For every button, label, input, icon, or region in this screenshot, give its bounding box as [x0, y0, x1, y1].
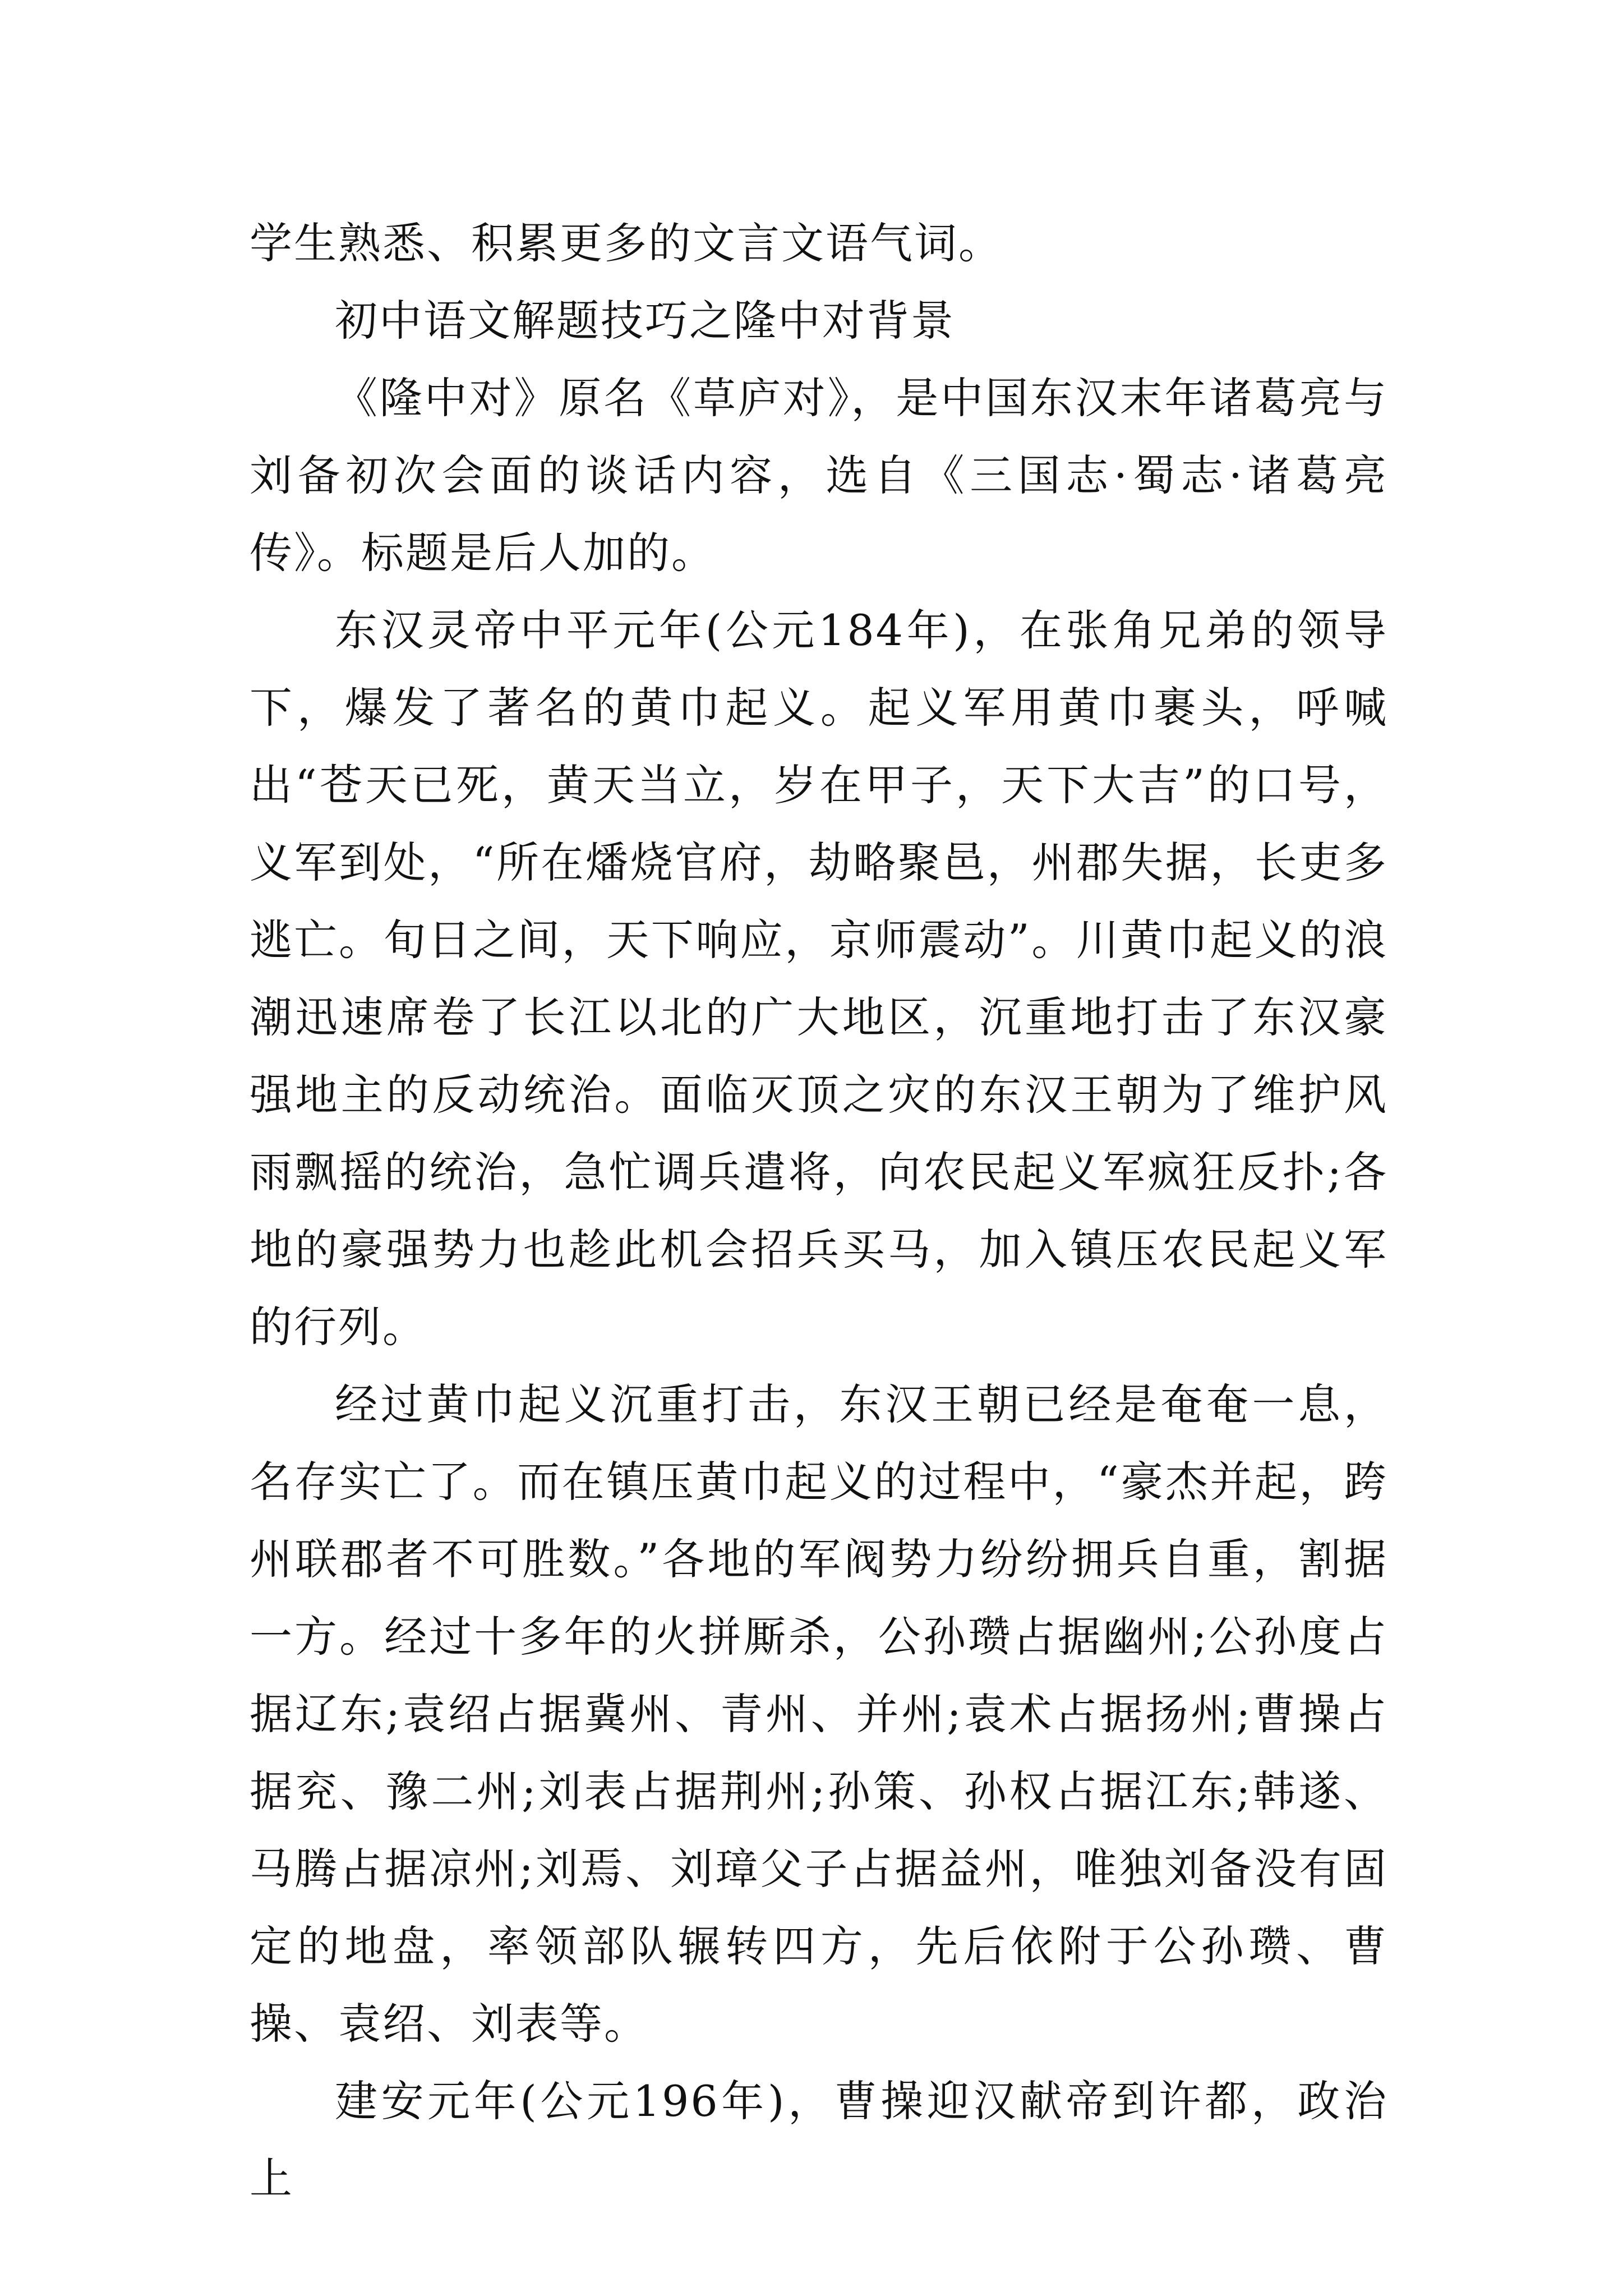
section-heading: 初中语文解题技巧之隆中对背景: [335, 296, 955, 346]
paragraph-jian-an: 建安元年(公元196年)，曹操迎汉献帝到许都，政治上: [250, 2076, 1388, 2203]
paragraph-continuation: 学生熟悉、积累更多的文言文语气词。: [250, 218, 1003, 268]
paragraph-yellow-turban: 东汉灵帝中平元年(公元184年)，在张角兄弟的领导下，爆发了著名的黄巾起义。起义军用黄巾裹头，呼喊出“苍天已死，黄天当立，岁在甲子，天下大吉”的口号，义军到处，“所在燔烧官府，劫略聚邑，州郡失据，长吏多逃亡。旬日之间，天下响应，京师震动”。川黄巾起义的浪潮迅速席卷了长江以北的广大地区，沉重地打击了东汉豪强地主的反动统治。面临灭顶之灾的东汉王朝为了维护风雨飘摇的统治，急忙调兵遣将，向农民起义军疯狂反扑;各地的豪强势力也趁此机会招兵买马，加入镇压农民起义军的行列。: [250, 605, 1388, 1352]
paragraph-intro: 《隆中对》原名《草庐对》，是中国东汉末年诸葛亮与刘备初次会面的谈话内容，选自《三国志·蜀志·诸葛亮传》。标题是后人加的。: [250, 373, 1388, 578]
paragraph-warlords: 经过黄巾起义沉重打击，东汉王朝已经是奄奄一息，名存实亡了。而在镇压黄巾起义的过程中，“豪杰并起，跨州联郡者不可胜数。”各地的军阀势力纷纷拥兵自重，割据一方。经过十多年的火拼厮杀，公孙瓒占据幽州;公孙度占据辽东;袁绍占据冀州、青州、并州;袁术占据扬州;曹操占据兖、豫二州;刘表占据荆州;孙策、孙权占据江东;韩遂、马腾占据凉州;刘焉、刘璋父子占据益州，唯独刘备没有固定的地盘，率领部队辗转四方，先后依附于公孙瓒、曹操、袁绍、刘表等。: [250, 1379, 1388, 2049]
document-body: [250, 205, 1388, 2217]
